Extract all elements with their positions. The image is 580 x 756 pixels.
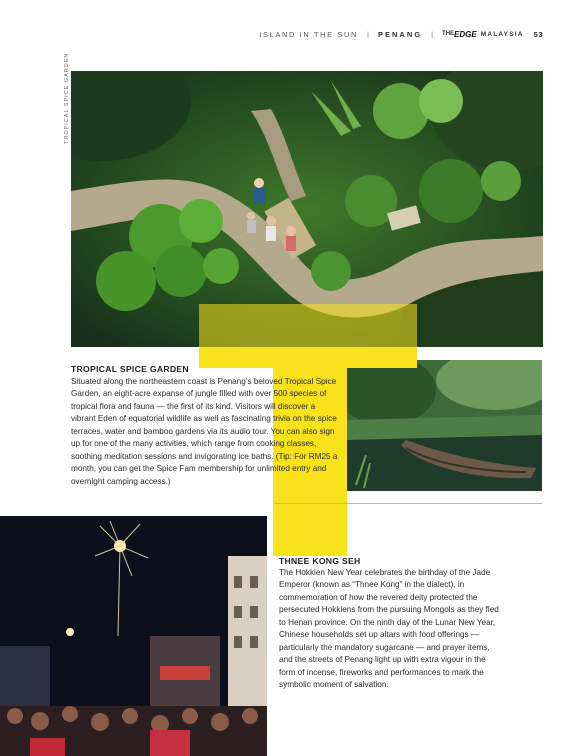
page-header — [259, 28, 543, 40]
thnee-kong-seh-body: The Hokkien New Year celebrates the birthday of the Jade Emperor (known as “Thnee Kong” in the dialect), in commemoration of how the revered deity protected the persecuted Hokkiens from the pursuing Mongols as they fled to Henan province. On the ninth day of the Lunar New Year, Chinese households set up altars with food offerings — particularly the mandatory sugarcane — and prayer items, and the streets of Penang light up with extra vigour in the form of incense, fireworks and performances to mark the symbolic moment of salvation. — [279, 568, 499, 690]
brand-logo-the: THE — [442, 31, 455, 37]
yellow-t-overlay — [199, 304, 417, 348]
header-divider: | — [431, 29, 434, 39]
brand-logo-country: MALAYSIA — [480, 30, 524, 38]
spice-garden-body: Situated along the northeastern coast is Penang’s beloved Tropical Spice Garden, an eight-acre expanse of jungle filled with over 500 species of tropical flora and fauna — the first of its kind. Visitors will discover a vibrant Eden of equatorial wildlife as well as fascinating trivia on the spice terraces, water and bamboo gardens via its audio tour. You can also sign up for one of the many activities, which range from cooking classes, soothing meditation sessions and invigorating ice baths. (Tip: For RM25 a month, you can get the Spice Fam membership for unlimited entry and overnight camping access.) — [71, 377, 338, 486]
header-divider: | — [367, 29, 369, 39]
section-divider — [274, 503, 542, 504]
thnee-kong-seh-heading: THNEE KONG SEH — [279, 556, 361, 566]
pond-photo — [346, 360, 542, 491]
page-number: 53 — [533, 29, 543, 39]
spice-garden-heading: TROPICAL SPICE GARDEN — [71, 364, 189, 374]
brand-logo-edge: EDGE — [454, 29, 477, 39]
fireworks-photo — [0, 516, 267, 756]
section-title: ISLAND IN THE SUN — [259, 29, 359, 39]
photo-caption-text: TROPICAL SPICE GARDEN — [64, 52, 70, 144]
region-title: PENANG — [377, 29, 423, 39]
